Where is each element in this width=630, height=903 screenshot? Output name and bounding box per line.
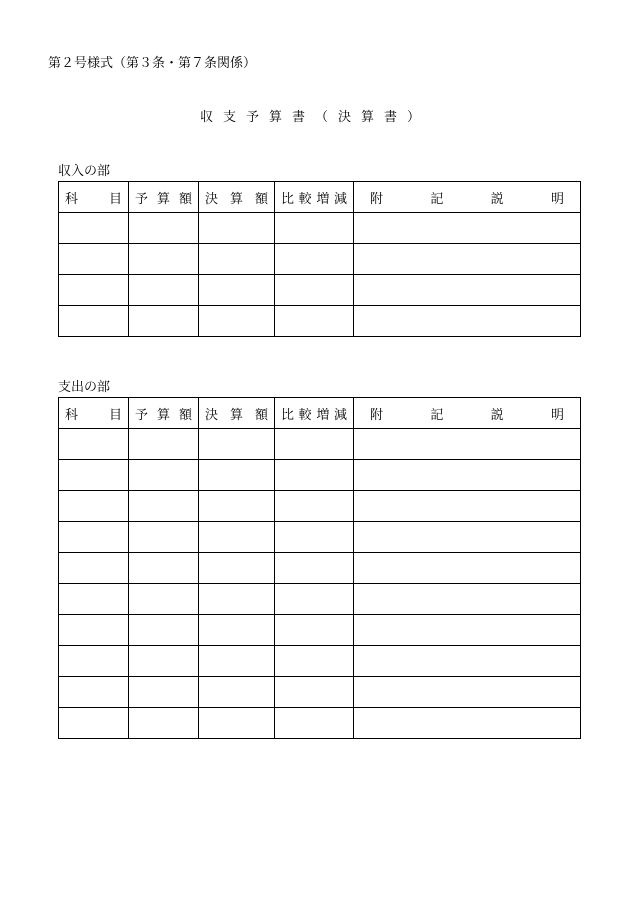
header-char: 附 — [370, 191, 384, 207]
header-char: 額 — [178, 191, 192, 207]
expense-cell-settlement[interactable] — [199, 522, 275, 553]
income-table-row — [59, 213, 581, 244]
column-header-settlement — [199, 398, 275, 429]
expense-table-row — [59, 491, 581, 522]
income-cell-settlement[interactable] — [199, 213, 275, 244]
header-char: 減 — [333, 191, 347, 207]
income-cell-difference[interactable] — [275, 213, 354, 244]
header-char: 科 — [65, 191, 79, 207]
expense-cell-budget[interactable] — [129, 553, 199, 584]
income-cell-item[interactable] — [59, 213, 129, 244]
expense-cell-difference[interactable] — [275, 553, 354, 584]
expense-cell-remarks[interactable] — [354, 646, 581, 677]
header-char: 決 — [205, 407, 219, 423]
header-char: 予 — [135, 191, 149, 207]
income-cell-budget[interactable] — [129, 244, 199, 275]
income-cell-item[interactable] — [59, 244, 129, 275]
expense-table-row — [59, 522, 581, 553]
income-cell-item[interactable] — [59, 275, 129, 306]
expense-cell-budget[interactable] — [129, 646, 199, 677]
header-char: 科 — [65, 407, 79, 423]
header-char: 額 — [178, 407, 192, 423]
expense-cell-item[interactable] — [59, 553, 129, 584]
header-char: 目 — [108, 191, 122, 207]
expense-cell-remarks[interactable] — [354, 677, 581, 708]
expense-cell-remarks[interactable] — [354, 522, 581, 553]
column-header-settlement — [199, 182, 275, 213]
header-char: 算 — [229, 191, 243, 207]
expense-cell-difference[interactable] — [275, 615, 354, 646]
income-header-row — [59, 182, 581, 213]
header-char: 算 — [229, 407, 243, 423]
expense-cell-item[interactable] — [59, 615, 129, 646]
document-title: 収支予算書（決算書） — [199, 110, 430, 125]
column-header-remarks — [354, 398, 581, 429]
expense-cell-settlement[interactable] — [199, 491, 275, 522]
header-char: 記 — [430, 407, 444, 423]
expense-cell-budget[interactable] — [129, 429, 199, 460]
header-char: 額 — [254, 191, 268, 207]
expense-section-label: 支出の部 — [58, 380, 111, 395]
header-char: 附 — [370, 407, 384, 423]
header-char: 比 — [281, 191, 295, 207]
expense-cell-item[interactable] — [59, 429, 129, 460]
header-char: 増 — [316, 407, 330, 423]
expense-cell-remarks[interactable] — [354, 584, 581, 615]
expense-cell-settlement[interactable] — [199, 708, 275, 739]
expense-cell-budget[interactable] — [129, 491, 199, 522]
expense-table-row — [59, 460, 581, 491]
expense-table-row — [59, 677, 581, 708]
expense-table-row — [59, 646, 581, 677]
income-cell-remarks[interactable] — [354, 244, 581, 275]
expense-cell-item[interactable] — [59, 522, 129, 553]
expense-cell-remarks[interactable] — [354, 708, 581, 739]
header-char: 明 — [550, 191, 564, 207]
expense-cell-remarks[interactable] — [354, 615, 581, 646]
income-cell-budget[interactable] — [129, 213, 199, 244]
expense-cell-difference[interactable] — [275, 708, 354, 739]
expense-cell-item[interactable] — [59, 708, 129, 739]
expense-cell-settlement[interactable] — [199, 677, 275, 708]
expense-cell-budget[interactable] — [129, 708, 199, 739]
income-section-label: 収入の部 — [58, 164, 111, 179]
header-char: 算 — [156, 191, 170, 207]
expense-cell-settlement[interactable] — [199, 429, 275, 460]
income-cell-settlement[interactable] — [199, 244, 275, 275]
income-table — [58, 181, 581, 337]
column-header-item — [59, 182, 129, 213]
income-cell-difference[interactable] — [275, 306, 354, 337]
income-cell-difference[interactable] — [275, 244, 354, 275]
expense-cell-settlement[interactable] — [199, 460, 275, 491]
column-header-remarks — [354, 182, 581, 213]
income-cell-settlement[interactable] — [199, 275, 275, 306]
form-number: 第２号様式（第３条・第７条関係） — [48, 56, 257, 71]
expense-cell-remarks[interactable] — [354, 429, 581, 460]
header-char: 比 — [281, 407, 295, 423]
column-header-item — [59, 398, 129, 429]
header-char: 額 — [254, 407, 268, 423]
expense-cell-item[interactable] — [59, 677, 129, 708]
header-char: 記 — [430, 191, 444, 207]
header-char: 明 — [550, 407, 564, 423]
expense-cell-budget[interactable] — [129, 615, 199, 646]
expense-table-row — [59, 584, 581, 615]
expense-table-row — [59, 615, 581, 646]
income-table-row — [59, 306, 581, 337]
header-char: 増 — [316, 191, 330, 207]
header-char: 説 — [490, 407, 504, 423]
expense-cell-settlement[interactable] — [199, 553, 275, 584]
income-table-row — [59, 275, 581, 306]
income-cell-remarks[interactable] — [354, 306, 581, 337]
header-char: 較 — [298, 191, 312, 207]
expense-cell-budget[interactable] — [129, 522, 199, 553]
header-char: 算 — [156, 407, 170, 423]
expense-cell-settlement[interactable] — [199, 584, 275, 615]
expense-cell-difference[interactable] — [275, 646, 354, 677]
income-cell-remarks[interactable] — [354, 213, 581, 244]
expense-cell-item[interactable] — [59, 491, 129, 522]
header-char: 説 — [490, 191, 504, 207]
expense-table-row — [59, 708, 581, 739]
income-cell-budget[interactable] — [129, 306, 199, 337]
expense-cell-item[interactable] — [59, 646, 129, 677]
expense-table — [58, 397, 581, 739]
expense-table-row — [59, 429, 581, 460]
expense-header-row — [59, 398, 581, 429]
expense-cell-budget[interactable] — [129, 584, 199, 615]
column-header-difference — [275, 398, 354, 429]
column-header-budget — [129, 398, 199, 429]
expense-table-row — [59, 553, 581, 584]
expense-cell-difference[interactable] — [275, 460, 354, 491]
expense-cell-difference[interactable] — [275, 584, 354, 615]
header-char: 予 — [135, 407, 149, 423]
expense-cell-settlement[interactable] — [199, 646, 275, 677]
expense-cell-item[interactable] — [59, 584, 129, 615]
expense-cell-difference[interactable] — [275, 429, 354, 460]
header-char: 決 — [205, 191, 219, 207]
column-header-difference — [275, 182, 354, 213]
column-header-budget — [129, 182, 199, 213]
header-char: 目 — [108, 407, 122, 423]
header-char: 減 — [333, 407, 347, 423]
expense-cell-difference[interactable] — [275, 522, 354, 553]
expense-cell-remarks[interactable] — [354, 460, 581, 491]
expense-cell-budget[interactable] — [129, 460, 199, 491]
expense-cell-difference[interactable] — [275, 677, 354, 708]
expense-cell-settlement[interactable] — [199, 615, 275, 646]
expense-cell-budget[interactable] — [129, 677, 199, 708]
income-cell-budget[interactable] — [129, 275, 199, 306]
expense-cell-item[interactable] — [59, 460, 129, 491]
expense-cell-remarks[interactable] — [354, 491, 581, 522]
income-cell-difference[interactable] — [275, 275, 354, 306]
income-cell-settlement[interactable] — [199, 306, 275, 337]
income-cell-remarks[interactable] — [354, 275, 581, 306]
income-table-row — [59, 244, 581, 275]
income-cell-item[interactable] — [59, 306, 129, 337]
expense-cell-remarks[interactable] — [354, 553, 581, 584]
expense-cell-difference[interactable] — [275, 491, 354, 522]
header-char: 較 — [298, 407, 312, 423]
